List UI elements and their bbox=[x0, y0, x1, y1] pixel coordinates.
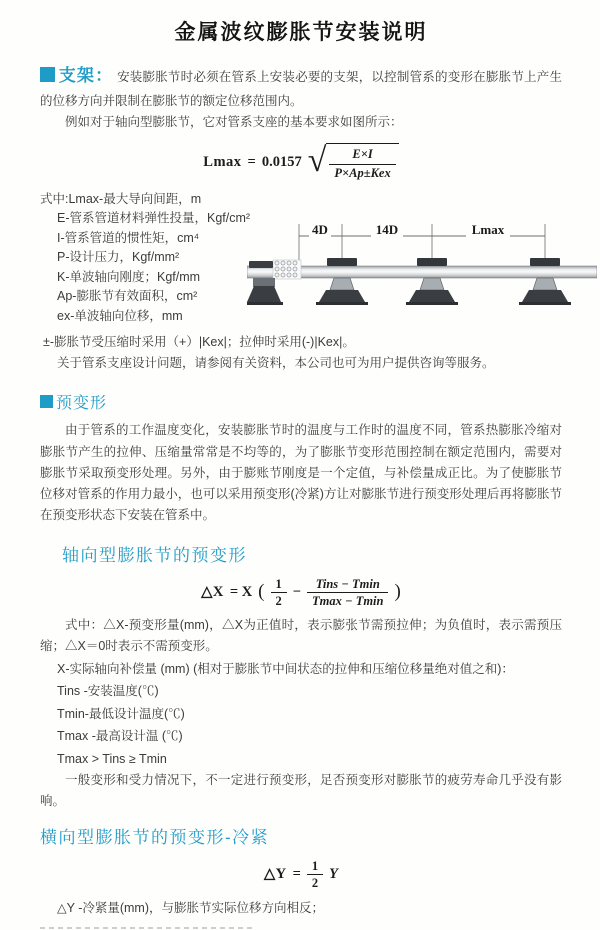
cutoff-text-sliver bbox=[40, 926, 255, 930]
predeform-section-header bbox=[40, 390, 562, 413]
definition-line: Ap-膨胀节有效面积，cm² bbox=[57, 289, 198, 304]
document-page bbox=[0, 16, 600, 916]
plus-minus-note: ±-膨胀节受压缩时采用（+）|Kex|；拉伸时采用(-)|Kex|。 bbox=[43, 334, 355, 349]
support-intro-text: 安装膨胀节时必须在管系上安装必要的支架，以控制管系的变形在膨胀节上产生的位移方向并限制在膨胀节的额定位移范围内。 bbox=[40, 70, 562, 108]
formula-lhs: Lmax bbox=[203, 153, 242, 170]
axial-def-line: X-实际轴向补偿量 (mm) (相对于膨胀节中间状态的拉伸和压缩位移量绝对值之和)： bbox=[57, 661, 514, 676]
service-note: 关于管系支座设计问题，请参阅有关资料，本公司也可为用户提供咨询等服务。 bbox=[57, 356, 495, 371]
fraction-numerator: E×I bbox=[352, 147, 373, 162]
lateral-subheader: 横向型膨胀节的预变形-冷紧 bbox=[40, 827, 270, 847]
definitions-and-diagram bbox=[40, 190, 562, 332]
dim-label-14d: 14D bbox=[375, 221, 399, 237]
lateral-formula bbox=[40, 858, 562, 892]
lmax-formula bbox=[40, 143, 562, 181]
guide-support bbox=[406, 258, 458, 305]
open-paren: ( bbox=[258, 581, 265, 603]
close-paren: ) bbox=[394, 581, 401, 603]
lateral-def-line: △Y -冷紧量(mm)，与膨胀节实际位移方向相反； bbox=[57, 901, 325, 916]
definition-line: K-单波轴向刚度；Kgf/mm bbox=[57, 269, 201, 284]
formula-coefficient: 0.0157 bbox=[261, 153, 302, 170]
dim-label-lmax: Lmax bbox=[471, 221, 505, 237]
axial-formula bbox=[40, 576, 562, 610]
formula-rhs: Y bbox=[329, 865, 338, 882]
section-bullet-icon bbox=[40, 67, 55, 82]
formula-equals: = X bbox=[229, 583, 253, 600]
square-root bbox=[308, 143, 399, 181]
minus-sign: − bbox=[292, 583, 302, 600]
half-fraction: $\frac{1}{2}$ bbox=[307, 858, 323, 892]
half-fraction: $\frac{1}{2}$ bbox=[271, 576, 287, 610]
axial-note-text: 一般变形和受力情况下，不一定进行预变形，足否预变形对膨胀节的疲劳寿命几乎没有影响。 bbox=[40, 773, 562, 809]
definition-line: 式中:Lmax-最大导向间距，m bbox=[40, 191, 202, 206]
axial-explain-text: 式中：△X-预变形量(mm)，△X为正值时，表示膨张节需预拉伸；为负值时，表示需预压缩；△X＝0时表示不需预变形。 bbox=[40, 618, 562, 654]
axial-def-line: Tmax -最高设计温 (℃) bbox=[57, 729, 183, 744]
support-section-header: 支架： bbox=[58, 66, 114, 85]
definition-line: E-管系管道材料弹性投量，Kgf/cm² bbox=[57, 211, 251, 226]
page-title: 金属波纹膨胀节安装说明 bbox=[174, 21, 428, 44]
section-bullet-icon bbox=[40, 395, 53, 408]
definition-line: ex-单波轴向位移，mm bbox=[57, 308, 183, 323]
axial-subheader: 轴向型膨胀节的预变形 bbox=[62, 545, 247, 565]
guide-support bbox=[519, 258, 571, 305]
predeform-header-label: 预变形 bbox=[56, 395, 108, 413]
support-example-text: 例如对于轴向型膨胀节，它对管系支座的基本要求如图所示： bbox=[65, 115, 403, 130]
guide-support bbox=[316, 258, 368, 305]
formula-fraction bbox=[329, 146, 395, 181]
axial-def-line: Tmax > Tins ≥ Tmin bbox=[57, 751, 167, 766]
formula-equals: = bbox=[292, 865, 301, 882]
formula-lhs: △Y bbox=[264, 865, 287, 882]
pipe-support-diagram bbox=[247, 220, 597, 312]
formula-equals: = bbox=[247, 153, 256, 170]
definition-line: P-设计压力，Kgf/mm² bbox=[57, 250, 180, 265]
definition-line: I-管系管道的惯性矩，cm⁴ bbox=[57, 230, 200, 245]
dim-label-4d: 4D bbox=[312, 221, 328, 237]
bellows-section bbox=[273, 260, 301, 279]
predeform-paragraph: 由于管系的工作温度变化，安装膨胀节时的温度与工作时的温度不同，管系热膨胀冷缩对膨胀节产生的拉伸、压缩量常常是不均等的，为了膨胀节变形范围控制在额定范围内，需要对膨胀节采取预变形处理。另外，由于膨账节刚度是一个定值，与补偿量成正比。为了使膨胀节位移对管系的作用力最小，也可以采用预变形(冷紧)方让对膨胀节进行预变形处理后再将膨胀节在预变形状态下安装在管系中。 bbox=[40, 423, 562, 523]
fraction-denominator: P×Ap±Kex bbox=[329, 164, 395, 181]
radical-icon: √ bbox=[307, 142, 327, 180]
temperature-fraction: $\frac{\text{Tins − Tmin}}{Tmax - Tmin}$ bbox=[307, 576, 388, 610]
support-paragraph bbox=[40, 62, 562, 112]
axial-def-line: Tins -安装温度(℃) bbox=[57, 684, 159, 699]
axial-def-line: Tmin-最低设计温度(℃) bbox=[57, 706, 185, 721]
formula-lhs: △X bbox=[201, 583, 224, 600]
